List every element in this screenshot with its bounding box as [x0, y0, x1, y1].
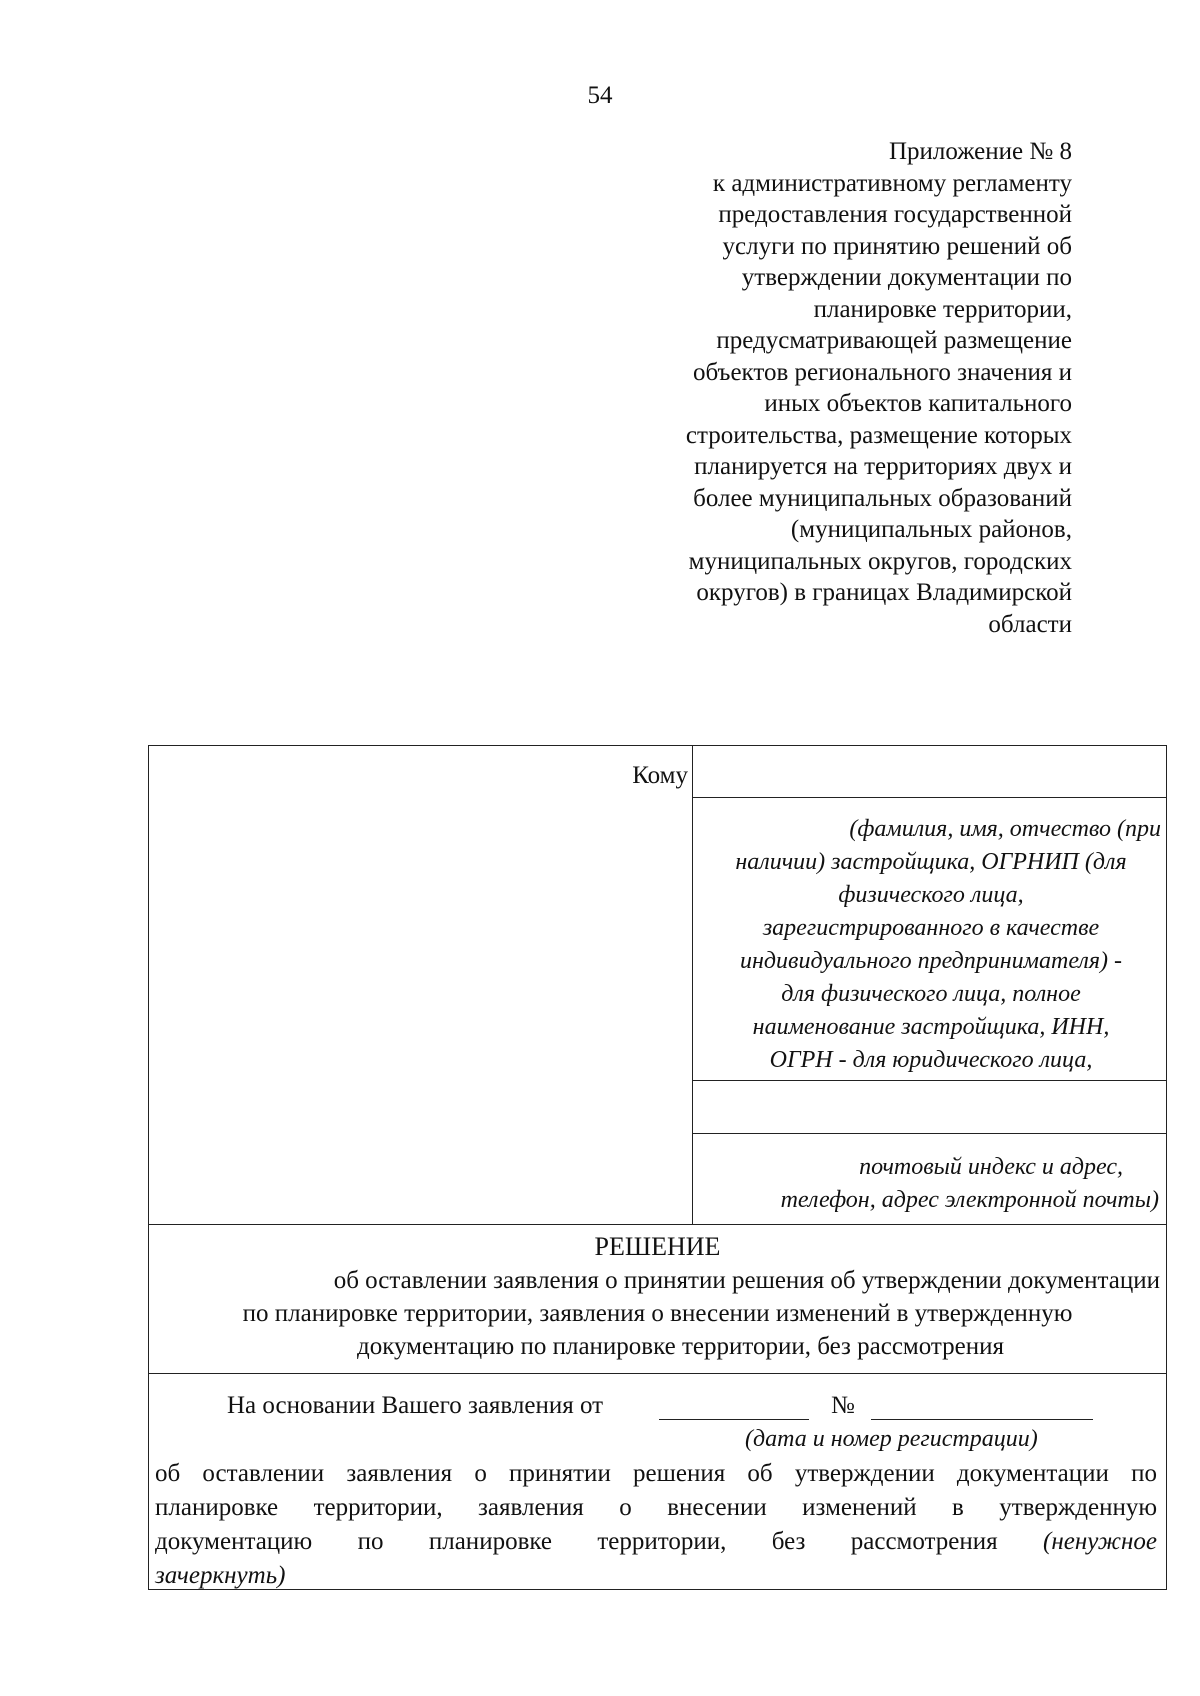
applicant-hint-line: (фамилия, имя, отчество (при: [849, 816, 1161, 842]
body-word: внесении: [667, 1494, 767, 1521]
annex-line: муниципальных округов, городских: [688, 547, 1072, 575]
annex-header: [512, 136, 1072, 640]
decision-subtitle: [149, 1264, 1166, 1363]
annex-line: области: [988, 610, 1072, 638]
applicant-hint: [697, 813, 1165, 1077]
body-word: планировке: [155, 1494, 279, 1521]
annex-line: к административному регламенту: [712, 169, 1072, 197]
body-text: [155, 1457, 1157, 1593]
to-label: Кому: [632, 762, 688, 789]
basis-prefix: На основании Вашего заявления от: [227, 1392, 604, 1419]
recipient-address-field[interactable]: [695, 1083, 1165, 1131]
body-line: [155, 1491, 1157, 1525]
recipient-address-underline: [692, 1133, 1167, 1134]
body-word: планировке: [428, 1528, 552, 1555]
recipient-name-field[interactable]: [695, 748, 1165, 796]
decision-subtitle-line: документацию по планировке территории, без рассмотрения: [356, 1333, 1005, 1360]
decision-subtitle-line: по планировке территории, заявления о внесении изменений в утвержденную: [242, 1300, 1073, 1327]
body-line: [155, 1457, 1157, 1491]
body-word: без: [771, 1528, 806, 1555]
body-word: рассмотрения: [850, 1528, 998, 1555]
body-word: о: [619, 1494, 632, 1521]
annex-line: более муниципальных образований: [693, 484, 1072, 512]
decision-subtitle-line: об оставлении заявления о принятии решения об утверждении документации: [333, 1267, 1160, 1294]
applicant-hint-line: ОГРН - для юридического лица,: [769, 1047, 1093, 1073]
applicant-hint-line: физического лица,: [838, 882, 1024, 908]
body-word: оставлении: [202, 1460, 325, 1487]
body-word: документацию: [155, 1528, 313, 1555]
body-word: об: [747, 1460, 773, 1487]
decision-form: [148, 745, 1167, 1590]
body-word: утвержденную: [999, 1494, 1157, 1521]
basis-hint: (дата и номер регистрации): [745, 1426, 1038, 1452]
application-number-field[interactable]: [871, 1419, 1093, 1420]
body-word: заявления: [478, 1494, 584, 1521]
body-word: утверждении: [794, 1460, 935, 1487]
body-note-end: зачеркнуть): [155, 1562, 286, 1589]
applicant-hint-line: для физического лица, полное: [781, 981, 1081, 1007]
section-separator: [149, 1224, 1166, 1225]
address-hint-line: телефон, адрес электронной почты): [780, 1187, 1159, 1213]
body-word: об: [155, 1460, 181, 1487]
applicant-hint-line: наименование застройщика, ИНН,: [752, 1014, 1110, 1040]
body-word: о: [474, 1460, 487, 1487]
body-word: территории,: [313, 1494, 443, 1521]
annex-line: предусматривающей размещение: [716, 327, 1072, 354]
application-date-field[interactable]: [659, 1419, 809, 1420]
annex-line: услуги по принятию решений об: [722, 232, 1072, 260]
annex-line: (муниципальных районов,: [790, 516, 1072, 543]
address-hint: [697, 1151, 1159, 1217]
recipient-address-topline: [692, 1080, 1167, 1081]
section-separator: [149, 1373, 1166, 1374]
annex-line: объектов регионального значения и: [692, 358, 1072, 386]
body-word: по: [1131, 1460, 1157, 1487]
applicant-hint-line: индивидуального предпринимателя) -: [739, 948, 1122, 974]
body-note: (ненужное: [1043, 1528, 1157, 1555]
annex-line: Приложение № 8: [888, 138, 1072, 165]
annex-line: строительства, размещение которых: [685, 421, 1072, 449]
body-word: по: [357, 1528, 384, 1555]
address-hint-line: почтовый индекс и адрес,: [859, 1154, 1123, 1180]
annex-line: планируется на территориях двух и: [694, 453, 1072, 480]
body-word: изменений: [802, 1494, 917, 1521]
annex-line: утверждении документации по: [741, 264, 1072, 291]
body-word: в: [952, 1494, 964, 1521]
page-number: 54: [587, 82, 613, 109]
body-word: заявления: [346, 1460, 453, 1487]
body-line: [155, 1525, 1157, 1559]
annex-line: округов) в границах Владимирской: [696, 579, 1072, 606]
applicant-hint-line: наличии) застройщика, ОГРНИП (для: [735, 849, 1127, 875]
annex-line: иных объектов капитального: [764, 390, 1072, 417]
number-sign: №: [831, 1392, 855, 1419]
body-word: территории,: [597, 1528, 727, 1555]
decision-title: РЕШЕНИЕ: [594, 1232, 721, 1261]
body-word: решения: [633, 1460, 726, 1487]
recipient-divider: [692, 746, 693, 1224]
annex-line: планировке территории,: [813, 295, 1072, 323]
recipient-name-underline: [692, 797, 1167, 798]
body-word: документации: [956, 1460, 1109, 1487]
applicant-hint-line: зарегистрированного в качестве: [762, 915, 1100, 941]
annex-line: предоставления государственной: [718, 201, 1072, 228]
body-word: принятии: [509, 1460, 611, 1487]
